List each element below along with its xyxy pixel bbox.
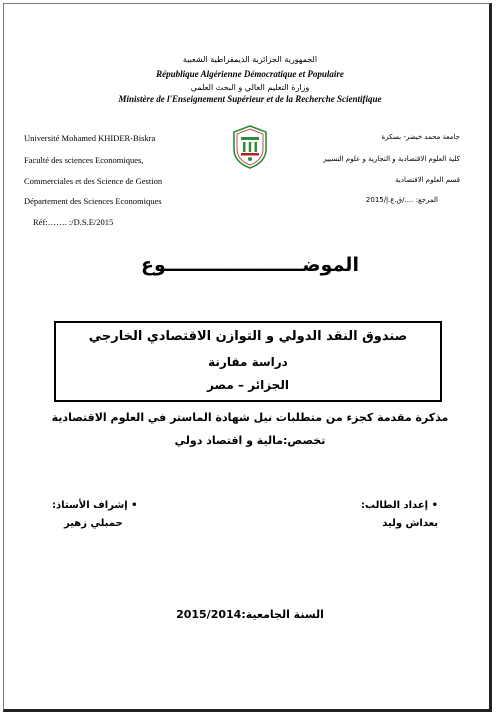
student-label-text: إعداد الطالب: [361, 500, 429, 511]
header-republic-ar: الجمهورية الجزائرية الديمقراطية الشعبية [182, 55, 318, 64]
title-box [54, 321, 442, 402]
faculty-fr-line1: Faculté des sciences Economiques, [24, 155, 144, 165]
supervisor-label [52, 500, 138, 511]
university-logo [232, 125, 268, 169]
student-name: بعداش وليد [382, 518, 438, 529]
bullet-icon: • [131, 500, 138, 511]
thesis-title: صندوق النقد الدولي و التوازن الاقتصادي الخارجي [88, 329, 408, 344]
memo-statement: مذكرة مقدمة كجزء من متطلبات نيل شهادة الماستر في العلوم الاقتصادية [51, 411, 449, 424]
header-republic-fr: République Algérienne Démocratique et Populaire [156, 69, 344, 79]
header-ministry-ar: وزارة التعليم العالي و البحث العلمي [190, 83, 310, 92]
header-ministry-fr: Ministère de l'Enseignement Supérieur et de la Recherche Scientifique [118, 94, 382, 104]
university-fr: Université Mohamed KHIDER-Biskra [24, 133, 156, 143]
faculty-fr-line2: Commerciales et des Science de Gestion [24, 176, 163, 186]
faculty-ar: كلية العلوم الاقتصادية و التجارية و علوم التسيير [323, 155, 460, 163]
subject-heading: الموضـــــــــــــــــــــوع [141, 254, 359, 276]
specialty: تخصص:مالية و اقتصاد دولي [174, 434, 326, 447]
department-fr: Département des Sciences Economiques [24, 196, 162, 206]
reference-ar: المرجع: ..../ق.ع.إ/2015 [365, 196, 438, 204]
thesis-subtitle: دراسة مقارنة [208, 355, 288, 369]
supervisor-name: حمبلي زهير [64, 518, 123, 529]
academic-year: السنة الجامعية:2015/2014 [176, 608, 324, 621]
reference-fr: Réf:……. :/D.S.E/2015 [33, 217, 114, 227]
department-ar: قسم العلوم الاقتصادية [395, 176, 460, 184]
thesis-countries: الجزائر – مصر [207, 378, 289, 392]
supervisor-label-text: إشراف الأستاذ: [52, 500, 128, 511]
university-ar: جامعة محمد خيضر- بسكرة [381, 133, 460, 141]
student-label [361, 500, 438, 511]
bullet-icon: • [431, 500, 438, 511]
